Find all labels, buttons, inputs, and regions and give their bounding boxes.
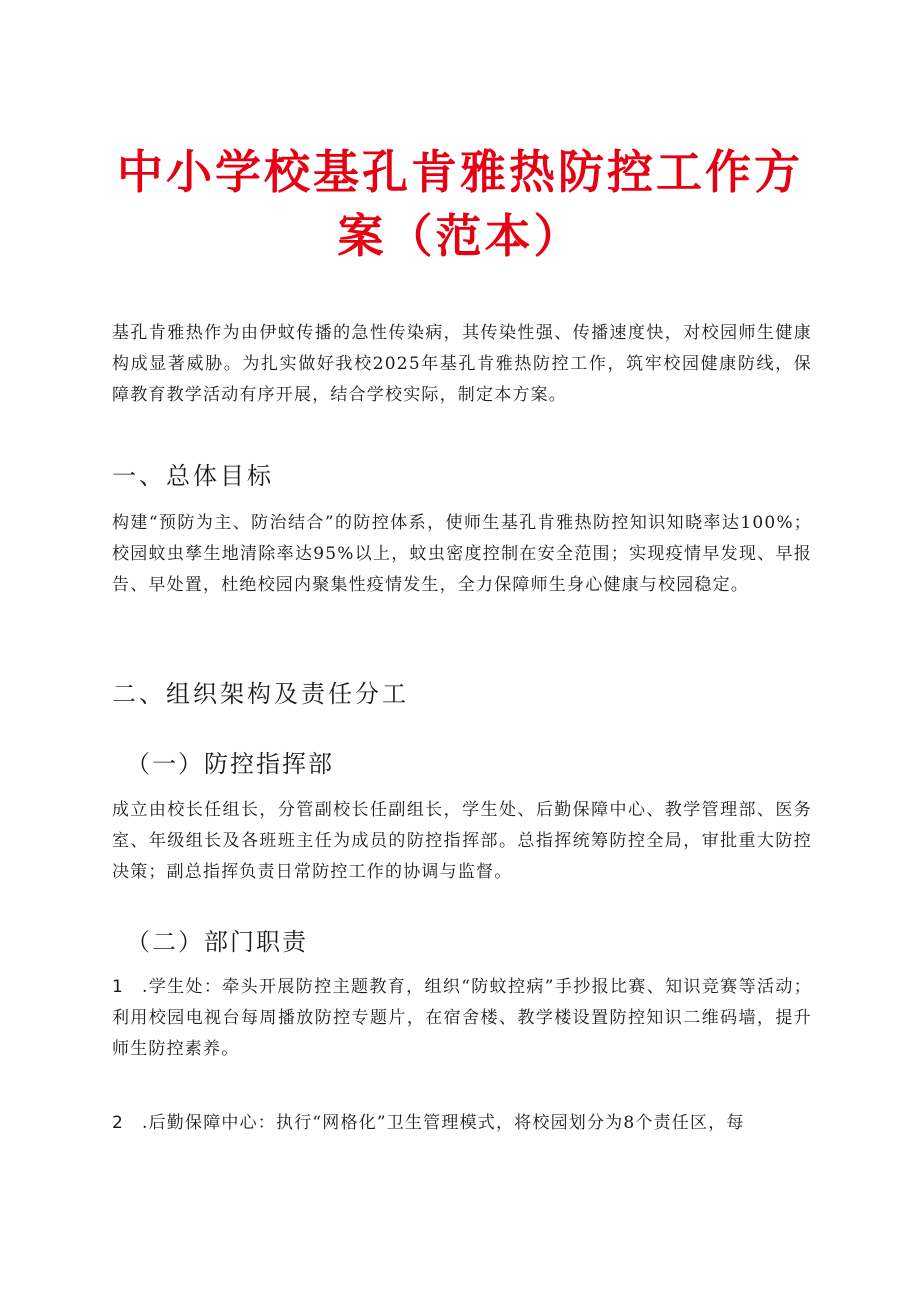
subsection-1-heading: （一）防控指挥部 <box>126 750 334 778</box>
subsection-2-heading: （二）部门职责 <box>126 928 308 956</box>
document-title-line-1: 中小学校基孔肯雅热防控工作方 <box>117 145 803 199</box>
section-1-heading: 一、总体目标 <box>112 462 274 490</box>
section-1-body: 构建“预防为主、防治结合”的防控体系，使师生基孔肯雅热防控知识知晓率达100%；校园蚊虫孳生地清除率达95%以上，蚊虫密度控制在安全范围；实现疫情早发现、早报告、早处置，杜绝校园内聚集性疫情发生，全力保障师生身心健康与校园稳定。 <box>112 513 812 595</box>
list-item <box>112 972 812 1065</box>
document-title-line-2: 案（范本） <box>337 209 583 263</box>
list-item-text: .后勤保障中心：执行“网格化”卫生管理模式，将校园划分为8个责任区，每 <box>142 1113 745 1133</box>
intro-paragraph: 基孔肯雅热作为由伊蚊传播的急性传染病，其传染性强、传播速度快，对校园师生健康构成显著威胁。为扎实做好我校2025年基孔肯雅热防控工作，筑牢校园健康防线，保障教育教学活动有序开展，结合学校实际，制定本方案。 <box>112 323 812 405</box>
section-2-heading: 二、组织架构及责任分工 <box>112 680 409 708</box>
list-item-number: 1 <box>112 977 125 997</box>
subsection-1-body: 成立由校长任组长，分管副校长任副组长，学生处、后勤保障中心、教学管理部、医务室、年级组长及各班班主任为成员的防控指挥部。总指挥统筹防控全局，审批重大防控决策；副总指挥负责日常防控工作的协调与监督。 <box>112 800 812 882</box>
list-item-number: 2 <box>112 1113 125 1133</box>
list-item <box>112 1108 812 1139</box>
list-item-text: .学生处：牵头开展防控主题教育，组织“防蚊控病”手抄报比赛、知识竞赛等活动；利用校园电视台每周播放防控专题片，在宿舍楼、教学楼设置防控知识二维码墙，提升师生防控素养。 <box>112 977 812 1059</box>
